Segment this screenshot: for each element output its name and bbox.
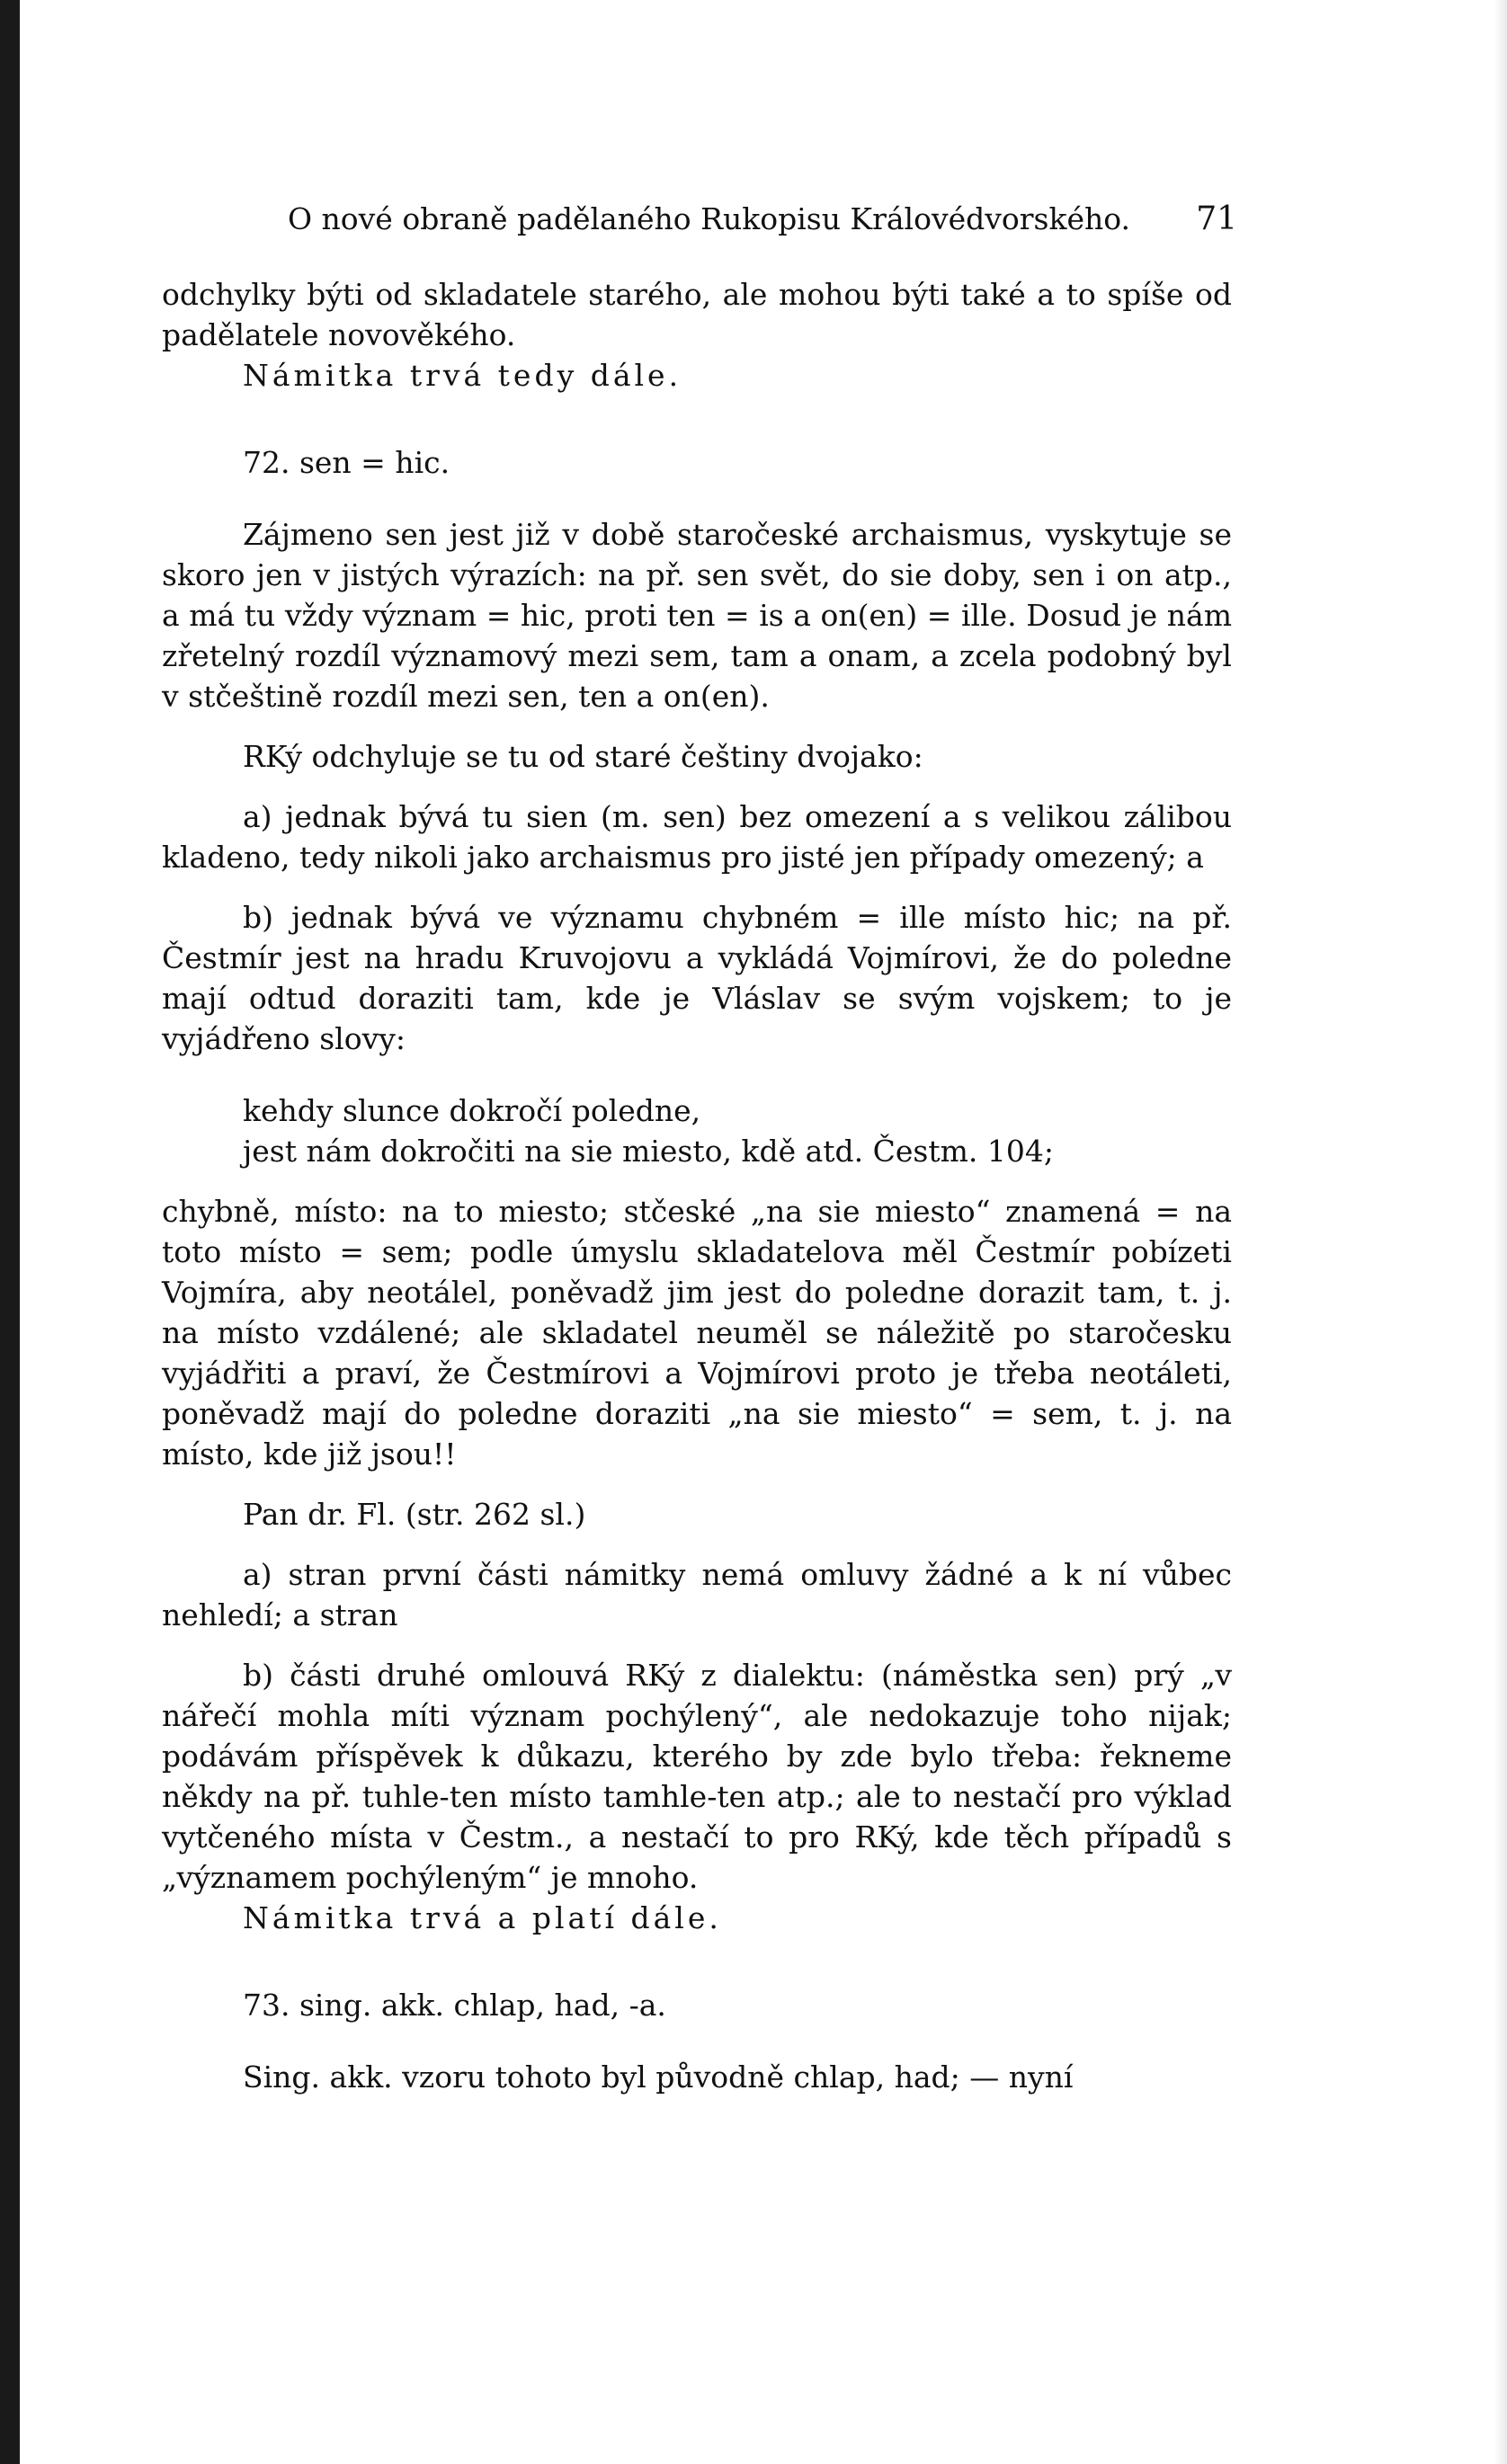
verse-line-2: jest nám dokročiti na sie miesto, kdě atd. Čestm. 104;	[243, 1134, 1055, 1169]
section-72-item-a2: a) stran první části námitky nemá omluvy žádné a k ní vůbec nehledí; a stran	[162, 1557, 1232, 1632]
section-72-para-1: Zájmeno sen jest již v době staročeské archaismus, vyskytuje se skoro jen v jistých výrazích: na př. sen svět, do sie doby, sen i on atp., a má tu vždy význam = hic, proti ten = is a on(en) = ille. Dosud je nám zřetelný rozdíl významový mezi sem, tam a onam, a zcela podobný byl v stčeštině rozdíl mezi sen, ten a on(en).	[162, 517, 1232, 714]
section-72-para-2: RKý odchyluje se tu od staré češtiny dvojako:	[243, 739, 923, 774]
running-head-title: O nové obraně padělaného Rukopisu Královédvorského.	[288, 201, 1131, 236]
objection-stands: Námitka trvá tedy dále.	[243, 358, 682, 393]
section-72-para-3: chybně, místo: na to miesto; stčeské „na sie miesto“ znamená = na toto místo = sem; podle úmyslu skladatelova měl Čestmír pobízeti Vojmíra, aby neotálel, poněvadž jim jest do poledne dorazit tam, t. j. na místo vzdálené; ale skladatel neuměl se náležitě po staročesku vyjádřiti a praví, že Čestmírovi a Vojmírovi proto je třeba neotáleti, poněvadž mají do poledne doraziti „na sie miesto“ = sem, t. j. na místo, kde již jsou!!	[162, 1194, 1232, 1472]
section-72-heading: 72. sen = hic.	[243, 445, 450, 480]
scan-left-edge	[0, 0, 20, 2464]
book-page	[162, 184, 1237, 2097]
paragraph-continuation: odchylky býti od skladatele starého, ale mohou býti také a to spíše od padělatele novověkého.	[162, 277, 1232, 352]
section-72-item-b2: b) části druhé omlouvá RKý z dialektu: (náměstka sen) prý „v nářečí mohla míti význam pochýlený“, ale nedokazuje toho nijak; podávám příspěvek k důkazu, kterého by zde bylo třeba: řekneme někdy na př. tuhle-ten místo tamhle-ten atp.; ale to nestačí pro výklad vytčeného místa v Čestm., a nestačí to pro RKý, kde těch případů s „významem pochýleným“ je mnoho.	[162, 1658, 1232, 1895]
section-73-heading: 73. sing. akk. chlap, had, -a.	[243, 1988, 666, 2023]
section-72-item-b: b) jednak bývá ve významu chybném = ille místo hic; na př. Čestmír jest na hradu Kruvojovu a vykládá Vojmírovi, že do poledne mají odtud doraziti tam, kde je Vláslav se svým vojskem; to je vyjádřeno slovy:	[162, 900, 1232, 1056]
section-72-item-a: a) jednak bývá tu sien (m. sen) bez omezení a s velikou zálibou kladeno, tedy nikoli jako archaismus pro jisté jen případy omezený; a	[162, 799, 1232, 875]
running-head	[162, 184, 1237, 238]
verse-quote	[162, 1090, 1232, 1171]
page-number: 71	[1196, 200, 1237, 237]
section-72-conclusion: Námitka trvá a platí dále.	[243, 1900, 722, 1935]
scan-right-edge	[1494, 0, 1507, 2464]
verse-line-1: kehdy slunce dokročí poledne,	[243, 1093, 701, 1128]
section-73-para-1: Sing. akk. vzoru tohoto byl původně chlap, had; — nyní	[243, 2059, 1074, 2095]
section-72-para-4: Pan dr. Fl. (str. 262 sl.)	[243, 1497, 586, 1532]
